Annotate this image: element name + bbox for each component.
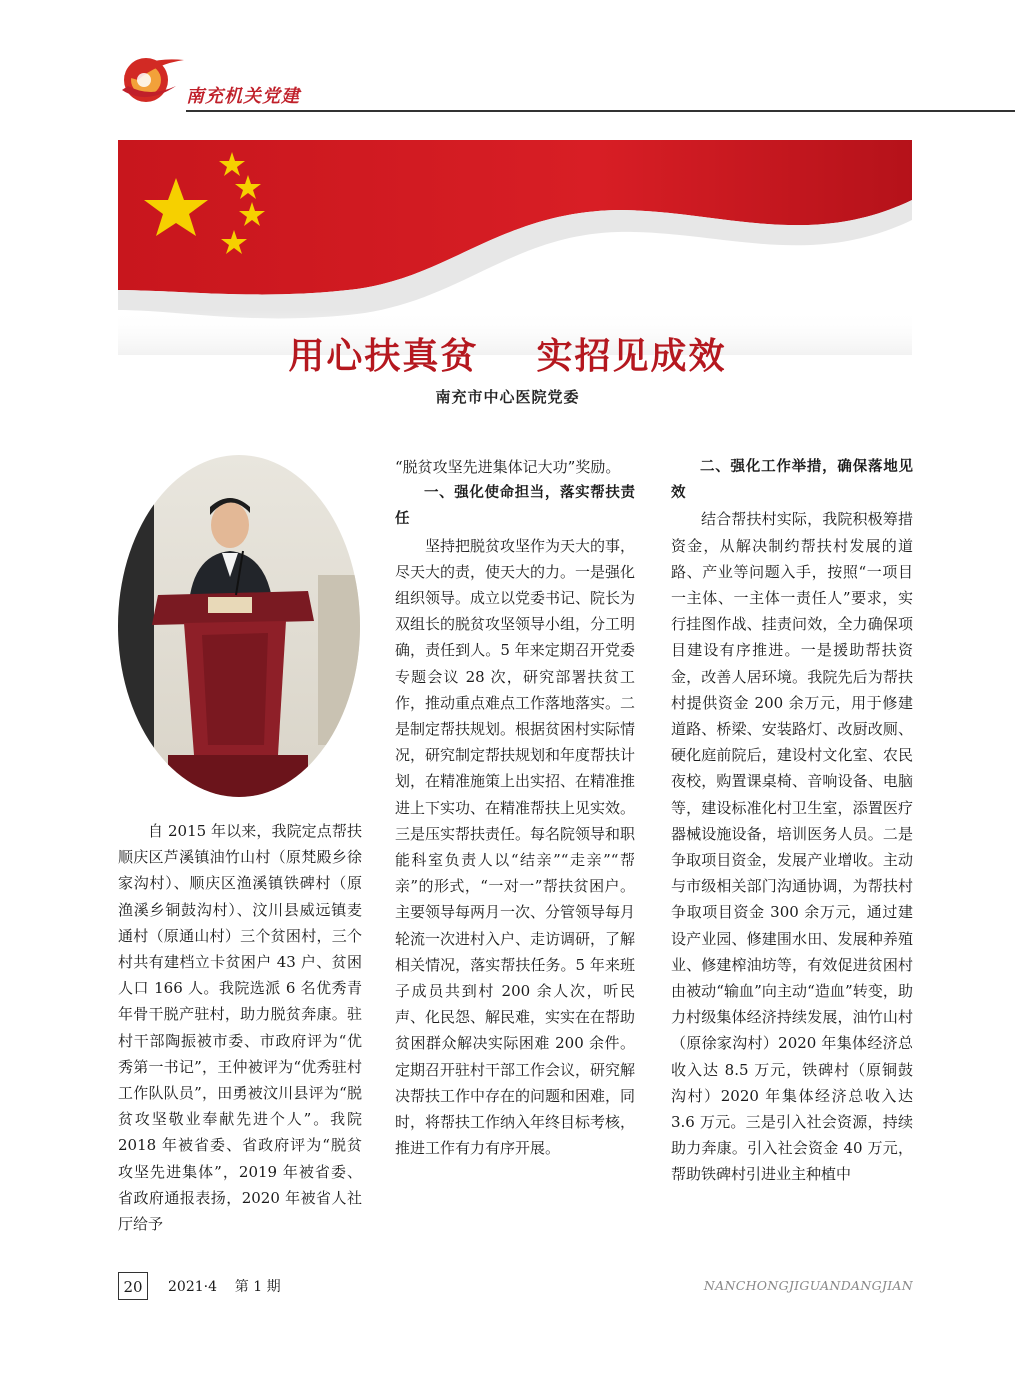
party-emblem-logo	[116, 46, 188, 110]
body-paragraph: 坚持把脱贫攻坚作为天大的事，尽天大的责，使天大的力。一是强化组织领导。成立以党委书记、院长为双组长的脱贫攻坚领导小组，分工明确，责任到人。5 年来定期召开党委专题会议 28 次，研究部署扶贫工作，推动重点难点工作落地落实。二是制定帮扶规划。根据贫困村实际情况，研究制定帮扶规划和年度帮扶计划，在精准施策上出实招、在精准推进上下实功、在精准帮扶上见实效。三是压实帮扶责任。每名院领导和职能科室负责人以“结亲”“走亲”“帮亲”的形式，“一对一”帮扶贫困户。主要领导每两月一次、分管领导每月轮流一次进村入户、走访调研，了解相关情况，落实帮扶任务。5 年来班子成员共到村 200 余人次，听民声、化民怨、解民难，实实在在帮助贫困群众解决实际困难 200 余件。定期召开驻村干部工作会议，研究解决帮扶工作中存在的问题和困难，同时，将帮扶工作纳入年终目标考核，推进工作有力有序开展。	[395, 536, 635, 1158]
article-column-3	[671, 454, 913, 1274]
article-column-2	[395, 454, 635, 1274]
flag-banner	[118, 140, 912, 355]
page-number: 20	[118, 1272, 148, 1300]
body-paragraph: 结合帮扶村实际，我院积极筹措资金，从解决制约帮扶村发展的道路、产业等问题入手，按照“一项目一主体、一主体一责任人”要求，实行挂图作战、挂责问效，全力确保项目建设有序推进。一是援助帮扶资金，改善人居环境。我院先后为帮扶村提供资金 200 余万元，用于修建道路、桥梁、安装路灯、改厨改厕、硬化庭前院后，建设村文化室、农民夜校，购置课桌椅、音响设备、电脑等，建设标准化村卫生室，添置医疗器械设施设备，培训医务人员。二是争取项目资金，发展产业增收。主动与市级相关部门沟通协调，为帮扶村争取项目资金 300 余万元，通过建设产业园、修建围水田、发展种养殖业、修建榨油坊等，有效促进贫困村由被动“输血”向主动“造血”转变，助力村级集体经济持续发展，油竹山村（原徐家沟村）2020 年集体经济总收入达 8.5 万元，铁碑村（原铜鼓沟村）2020 年集体经济总收入达 3.6 万元。三是引入社会资源，持续助力奔康。引入社会资金 40 万元，帮助铁碑村引进业主种植中	[671, 510, 913, 1184]
article-author: 南充市中心医院党委	[435, 388, 580, 406]
body-paragraph: 自 2015 年以来，我院定点帮扶顺庆区芦溪镇油竹山村（原梵殿乡徐家沟村）、顺庆区渔溪镇铁碑村（原渔溪乡铜鼓沟村）、汶川县威远镇麦通村（原通山村）三个贫困村，三个村共有建档立卡贫困户 43 户、贫困人口 166 人。我院选派 6 名优秀青年骨干脱产驻村，助力脱贫奔康。驻村干部陶振被市委、市政府评为“优秀第一书记”，王仲被评为“优秀驻村工作队队员”，田勇被汶川县评为“脱贫攻坚敬业奉献先进个人”。我院 2018 年被省委、省政府评为“脱贫攻坚先进集体”，2019 年被省委、省政府通报表扬，2020 年被省人社厅给予	[118, 822, 362, 1234]
speaker-at-podium-photo	[118, 455, 360, 797]
article-title: 用心扶真贫 实招见成效	[288, 335, 727, 377]
section-heading-1: 一、强化使命担当，落实帮扶责任	[395, 485, 635, 528]
footer-magazine-pinyin: NANCHONGJIGUANDANGJIAN	[703, 1278, 913, 1293]
magazine-name: 南充机关党建	[186, 86, 300, 107]
section-heading-2: 二、强化工作举措，确保落地见效	[671, 459, 913, 502]
body-paragraph-continued: “脱贫攻坚先进集体记大功”奖励。	[395, 458, 621, 476]
issue-label: 2021·4 第 1 期	[168, 1279, 281, 1295]
header-divider	[186, 110, 1015, 112]
article-column-1	[118, 818, 362, 1268]
